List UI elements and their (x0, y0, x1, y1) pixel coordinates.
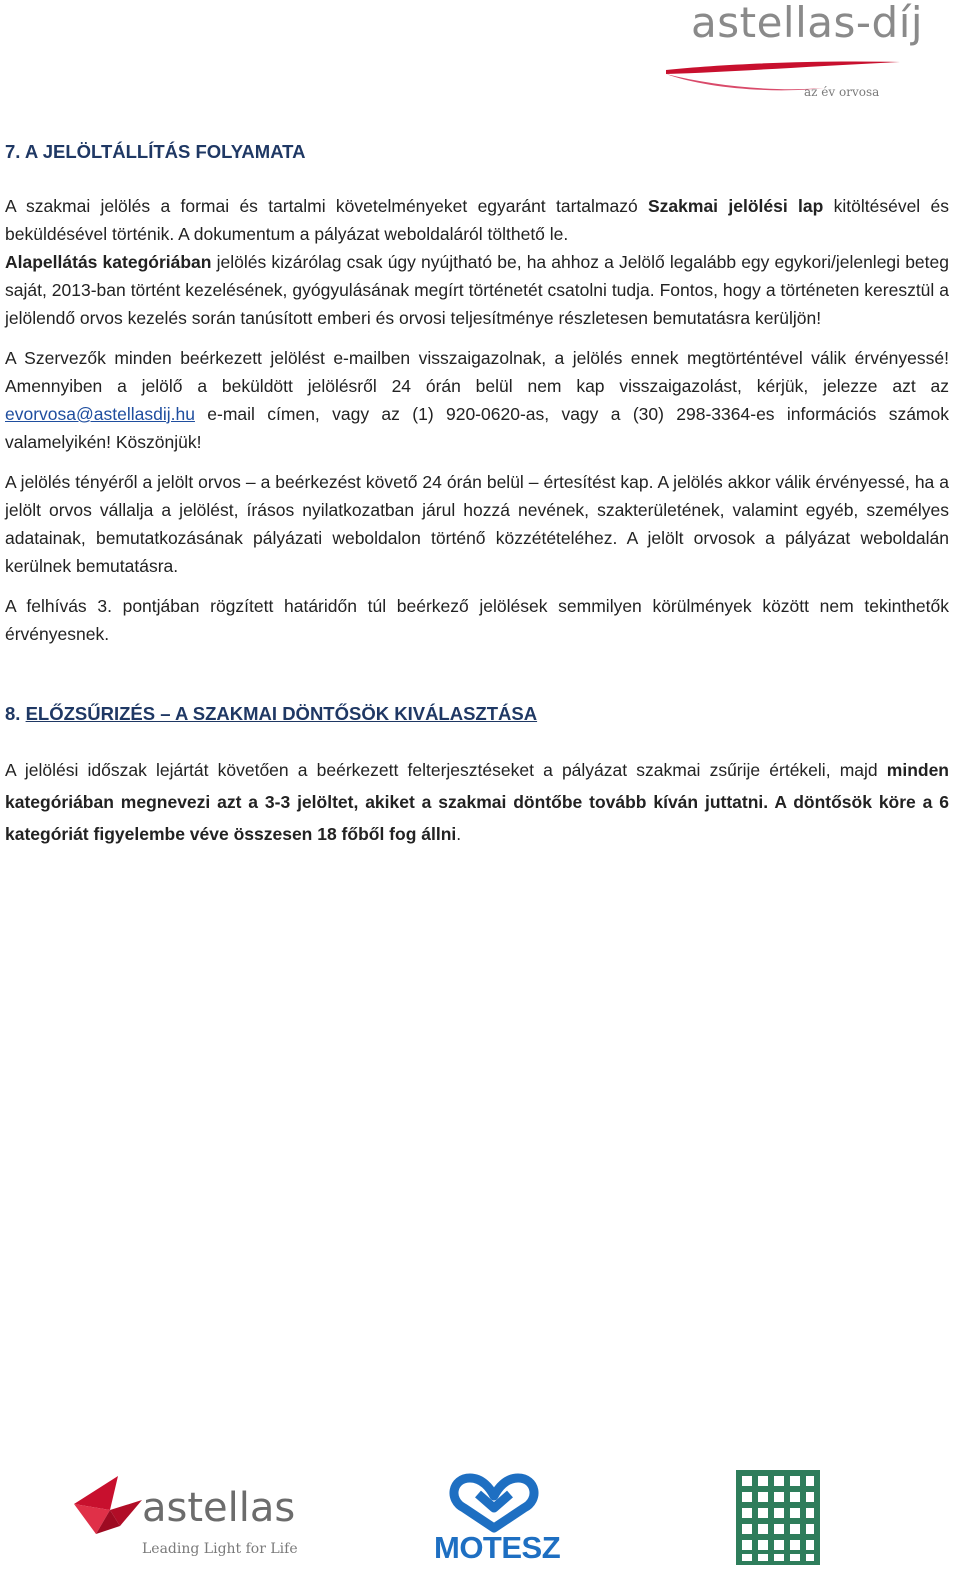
motesz-emblem-icon (430, 1468, 560, 1534)
section-7-paragraph-2 (5, 248, 949, 332)
bold-text-run: Szakmai jelölési lap (648, 196, 824, 216)
text-run: jelölés kizárólag csak úgy nyújtható be, ha ahhoz a Jelölő legalább egy egykori/jelenlegi beteg saját, 2013-ban történt kezelésének, gyógyulásának megírt történetét csatolni tudja. (5, 252, 949, 300)
text-run: A szakmai jelölés a formai és tartalmi követelményeket egyaránt tartalmazó (5, 196, 648, 216)
astellas-tagline: Leading Light for Life (142, 1541, 298, 1557)
astellas-dij-logo (664, 0, 924, 107)
text-run: A Szervezők minden beérkezett jelölést e-mailben visszaigazolnak, a jelölés ennek megtörténtével válik érvényessé! (5, 348, 949, 368)
section-7-paragraph-5: A felhívás 3. pontjában rögzített határidőn túl beérkező jelölések semmilyen körülmények között nem tekinthetők érvényesnek. (5, 596, 949, 644)
grid-emblem-icon (736, 1470, 820, 1565)
section-8-number: 8. (5, 703, 26, 724)
astellas-footer-logo (66, 1470, 306, 1565)
logo-title: astellas-díj (691, 0, 924, 47)
section-7-paragraph-1 (5, 192, 949, 248)
text-run: Fontos, hogy a történeten keresztül a jelölendő orvos kezelés során tanúsított emberi és orvosi teljesítménye részletesen bemutatásra kerüljön! (5, 280, 949, 328)
bold-text-run: Alapellátás kategóriában (5, 252, 212, 272)
text-run: kitöltésével és beküldésével történik. A dokumentum a pályázat weboldaláról tölthető le. (5, 196, 949, 244)
astellas-name: astellas (142, 1485, 296, 1531)
email-link[interactable]: evorvosa@astellasdij.hu (5, 404, 195, 424)
motesz-footer-logo (430, 1468, 560, 1568)
astellas-star-icon (66, 1470, 146, 1550)
text-run: e-mail címen, vagy az (1) 920-0620-as, vagy a (30) 298-3364-es információs számok valamelyikén! Köszönjük! (5, 404, 949, 452)
green-grid-logo (736, 1470, 820, 1565)
text-run: . (456, 824, 462, 844)
motesz-name: MOTESZ (434, 1530, 561, 1565)
text-run: Amennyiben a jelölő a beküldött jelölésről 24 órán belül nem kap visszaigazolást, kérjük, jelezze azt az (5, 376, 949, 396)
section-7-paragraph-4: A jelölés tényéről a jelölt orvos – a beérkezést követő 24 órán belül – értesítést kap. A jelölés akkor válik érvényessé, ha a jelölt orvos vállalja a jelölést, írásos nyilatkozatban járul hozzá nevének, szakterületének, valamint egyéb, személyes adatainak, bemutatkozásának pályázati weboldalon történő közzétételéhez. A jelölt orvosok a pályázat weboldalán kerülnek bemutatásra. (5, 472, 949, 576)
section-8-title-text: ELŐZSŰRIZÉS – A SZAKMAI DÖNTŐSÖK KIVÁLASZTÁSA (25, 703, 538, 724)
bold-text-run: minden kategóriában megnevezi azt a 3-3 jelöltet, akiket a szakmai döntőbe tovább kíván juttatni. A döntősök köre a 6 kategóriát figyelembe véve összesen 18 főből fog állni (5, 760, 949, 844)
logo-subtitle: az év orvosa (804, 85, 880, 99)
section-7-title: 7. A JELÖLTÁLLÍTÁS FOLYAMATA (5, 141, 306, 162)
section-8-title (5, 700, 949, 728)
document-body (5, 138, 949, 850)
text-run: A jelölési időszak lejártát követően a beérkezett felterjesztéseket a pályázat szakmai zsűrije értékeli, majd (5, 760, 887, 780)
section-8-paragraph-1 (5, 754, 949, 850)
section-7-paragraph-3 (5, 344, 949, 456)
